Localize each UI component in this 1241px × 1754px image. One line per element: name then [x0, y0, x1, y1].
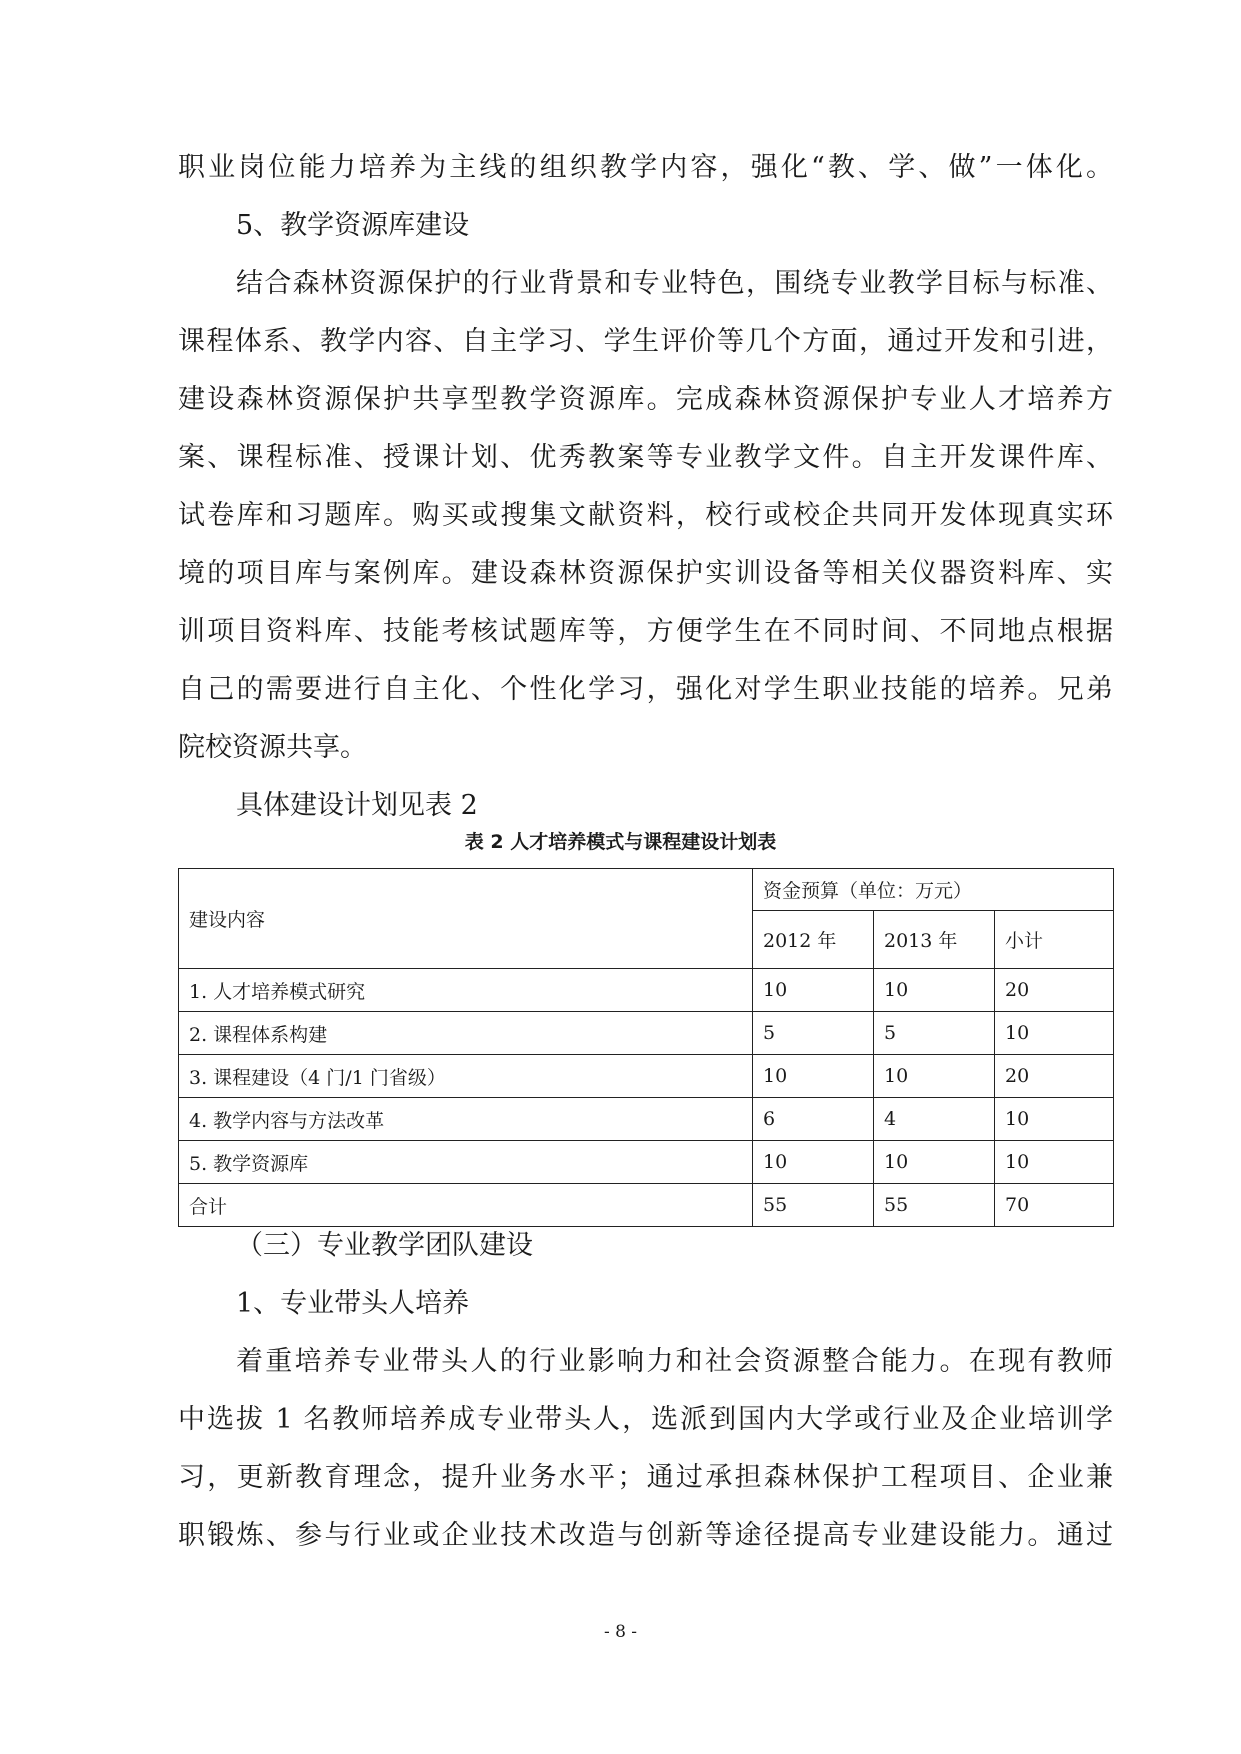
row-2012: 5 [753, 1012, 874, 1055]
row-subtotal: 10 [995, 1012, 1114, 1055]
table-header-row [179, 869, 1114, 911]
table-row [179, 1012, 1114, 1055]
row-2013: 10 [874, 1055, 995, 1098]
row-subtotal: 10 [995, 1141, 1114, 1184]
paragraph-line: 职业岗位能力培养为主线的组织教学内容，强化“教、学、做”一体化。 [178, 152, 1113, 183]
paragraph-line: 建设森林资源保护共享型教学资源库。完成森林资源保护专业人才培养方 [178, 384, 1113, 415]
paragraph-line: 训项目资料库、技能考核试题库等，方便学生在不同时间、不同地点根据 [178, 616, 1113, 647]
header-subtotal: 小计 [995, 911, 1114, 969]
header-budget: 资金预算（单位：万元） [753, 869, 1114, 911]
paragraph-line [236, 266, 1113, 302]
row-content: 3. 课程建设（4 门/1 门省级） [179, 1055, 753, 1098]
row-2012: 10 [753, 1141, 874, 1184]
table-row [179, 1141, 1114, 1184]
row-content: 2. 课程体系构建 [179, 1012, 753, 1055]
row-2013: 4 [874, 1098, 995, 1141]
paragraph-line [236, 1344, 1113, 1380]
row-subtotal: 20 [995, 1055, 1114, 1098]
table-reference: 具体建设计划见表 2 [236, 790, 478, 821]
budget-table [178, 868, 1114, 1227]
table-total-row [179, 1184, 1114, 1227]
row-content: 5. 教学资源库 [179, 1141, 753, 1184]
row-2013: 10 [874, 969, 995, 1012]
paragraph-line: 习，更新教育理念，提升业务水平；通过承担森林保护工程项目、企业兼 [178, 1462, 1113, 1493]
total-label: 合计 [179, 1184, 753, 1227]
row-2012: 10 [753, 969, 874, 1012]
table-row [179, 1055, 1114, 1098]
total-subtotal: 70 [995, 1184, 1114, 1227]
row-content: 1. 人才培养模式研究 [179, 969, 753, 1012]
row-2012: 10 [753, 1055, 874, 1098]
row-2012: 6 [753, 1098, 874, 1141]
row-2013: 5 [874, 1012, 995, 1055]
header-content: 建设内容 [179, 869, 753, 969]
paragraph-line: 自己的需要进行自主化、个性化学习，强化对学生职业技能的培养。兄弟 [178, 674, 1113, 705]
page-number: - 8 - [603, 1622, 638, 1642]
section-heading: （三）专业教学团队建设 [236, 1230, 533, 1261]
paragraph-line-text: 结合森林资源保护的行业背景和专业特色，围绕专业教学目标与标准、 [236, 268, 1113, 299]
total-2012: 55 [753, 1184, 874, 1227]
row-subtotal: 10 [995, 1098, 1114, 1141]
paragraph-line: 课程体系、教学内容、自主学习、学生评价等几个方面，通过开发和引进， [178, 326, 1113, 357]
paragraph-line: 中选拔 1 名教师培养成专业带头人，选派到国内大学或行业及企业培训学 [178, 1404, 1113, 1435]
table-row [179, 1098, 1114, 1141]
paragraph-line: 案、课程标准、授课计划、优秀教案等专业教学文件。自主开发课件库、 [178, 442, 1113, 473]
table-caption: 表 2 人才培养模式与课程建设计划表 [464, 831, 777, 853]
subsection-heading: 1、专业带头人培养 [236, 1288, 470, 1319]
table-row [179, 969, 1114, 1012]
row-subtotal: 20 [995, 969, 1114, 1012]
row-content: 4. 教学内容与方法改革 [179, 1098, 753, 1141]
paragraph-line: 试卷库和习题库。购买或搜集文献资料，校行或校企共同开发体现真实环 [178, 500, 1113, 531]
section-heading: 5、教学资源库建设 [236, 210, 470, 241]
header-2012: 2012 年 [753, 911, 874, 969]
row-2013: 10 [874, 1141, 995, 1184]
paragraph-line-text: 着重培养专业带头人的行业影响力和社会资源整合能力。在现有教师 [236, 1346, 1113, 1377]
paragraph-line: 职锻炼、参与行业或企业技术改造与创新等途径提高专业建设能力。通过 [178, 1520, 1113, 1551]
header-2013: 2013 年 [874, 911, 995, 969]
paragraph-line: 院校资源共享。 [178, 732, 367, 763]
paragraph-line: 境的项目库与案例库。建设森林资源保护实训设备等相关仪器资料库、实 [178, 558, 1113, 589]
total-2013: 55 [874, 1184, 995, 1227]
